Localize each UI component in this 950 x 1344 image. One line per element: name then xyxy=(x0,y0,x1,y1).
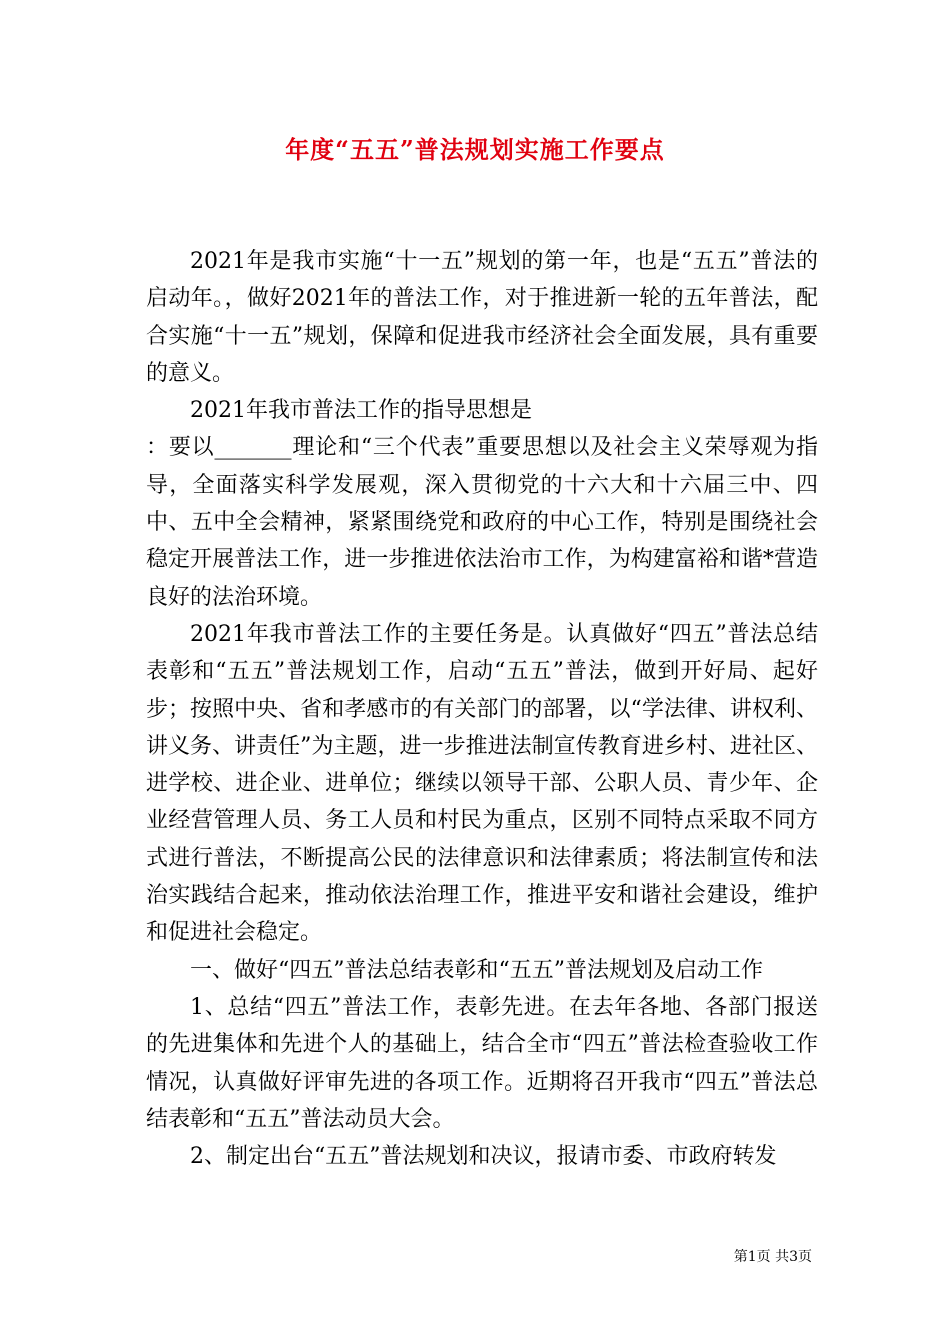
paragraph-guiding-heading: 2021年我市普法工作的指导思想是 xyxy=(190,398,532,424)
paragraph-item-2: 2、制定出台“五五”普法规划和决议，报请市委、市政府转发 xyxy=(190,1144,777,1170)
paragraph-main-tasks: 2021年我市普法工作的主要任务是。认真做好“四五”普法总结表彰和“五五”普法规划工作，启动“五五”普法，做到开好局、起好步；按照中央、省和孝感市的有关部门的部署，以“学法律、讲权利、讲义务、讲责任”为主题，进一步推进法制宣传教育进乡村、进社区、进学校、进企业、进单位；继续以领导干部、公职人员、青少年、企业经营管理人员、务工人员和村民为重点，区别不同特点采取不同方式进行普法，不断提高公民的法律意识和法律素质；将法制宣传和法治实践结合起来，推动依法治理工作，推进平安和谐社会建设，维护和促进社会稳定。 xyxy=(146,621,818,946)
paragraph-guiding-thought: ：要以_______理论和“三个代表”重要思想以及社会主义荣辱观为指导，全面落实科学发展观，深入贯彻党的十六大和十六届三中、四中、五中全会精神，紧紧围绕党和政府的中心工作，特别是围绕社会稳定开展普法工作，进一步推进依法治市工作，为构建富裕和谐*营造良好的法治环境。 xyxy=(146,435,818,610)
document-body xyxy=(146,243,818,1175)
paragraph-intro: 2021年是我市实施“十一五”规划的第一年，也是“五五”普法的启动年。，做好2021年的普法工作，对于推进新一轮的五年普法，配合实施“十一五”规划，保障和促进我市经济社会全面发展，具有重要的意义。 xyxy=(146,249,818,386)
document-title: 年度“五五”普法规划实施工作要点 xyxy=(285,135,665,164)
page-number-footer: 第1页 共3页 xyxy=(733,1249,812,1265)
paragraph-item-1: 1、总结“四五”普法工作，表彰先进。在去年各地、各部门报送的先进集体和先进个人的基础上，结合全市“四五”普法检查验收工作情况，认真做好评审先进的各项工作。近期将召开我市“四五”普法总结表彰和“五五”普法动员大会。 xyxy=(146,994,818,1132)
section-heading-1: 一、做好“四五”普法总结表彰和“五五”普法规划及启动工作 xyxy=(190,957,763,983)
